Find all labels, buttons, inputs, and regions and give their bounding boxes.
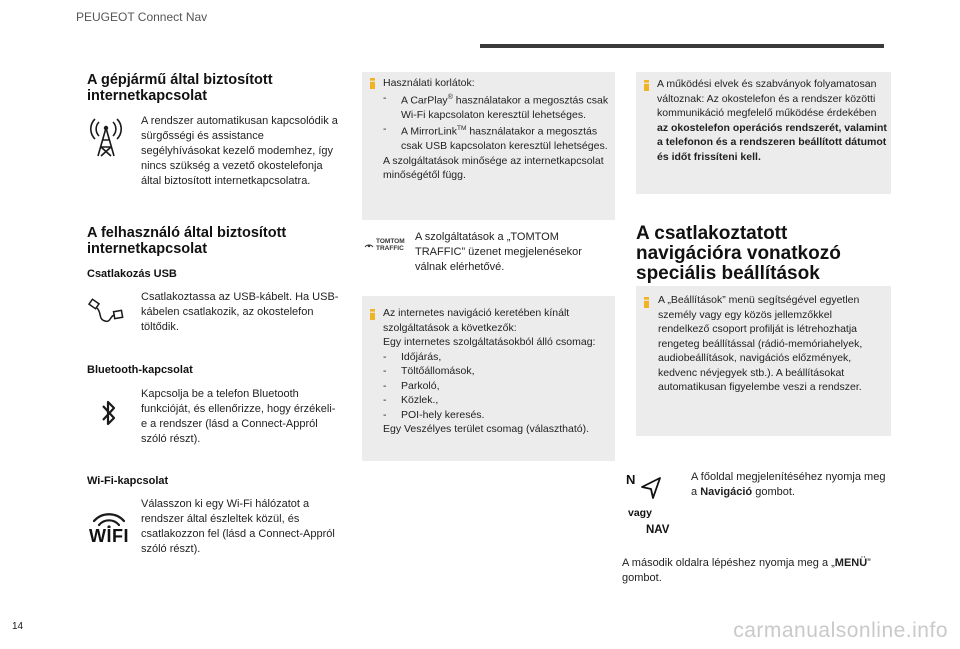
info-icon bbox=[369, 309, 376, 320]
list-item: Közlek., bbox=[401, 394, 439, 406]
info-icon bbox=[369, 78, 376, 89]
page-number: 14 bbox=[12, 621, 24, 632]
antenna-tower-icon bbox=[88, 116, 124, 158]
services-intro: Az internetes navigáció keretében kínált szolgáltatások a következők: bbox=[383, 307, 570, 334]
list-item: Időjárás, bbox=[401, 350, 442, 363]
os-update-text: A működési elvek és szabványok folyamatosan változnak: Az okostelefon és a rendszer közötti kommunikáció megfelelő működése érdekében az okostelefon operációs rendszerét, valamint a telefonon és a rendszeren beállított dátumot és időt frissíteni kell. bbox=[657, 78, 887, 163]
list-item: Parkoló, bbox=[401, 379, 440, 392]
header-title: PEUGEOT Connect Nav bbox=[76, 10, 208, 24]
services-package: Egy internetes szolgáltatásokból álló csomag: bbox=[383, 336, 596, 348]
mirrorlink-limit: A MirrorLink™ használatakor a megosztás csak USB kapcsolaton keresztül lehetséges. bbox=[401, 125, 608, 152]
section-title-vehicle-connection: A gépjármű által biztosított internetkapcsolat bbox=[87, 72, 273, 104]
settings-text: A „Beállítások” menü segítségével egyetlen személy vagy egy közös jellemzőkkel rendelkező csoport profilját is létrehozhatja rengeteg beállítással (rádió-memóriahelyek, audiobeállítások, navigációs előzmények, kedvenc névjegyek stb.). A beállításokat automatikusan figyelembe veszi a rendszer. bbox=[658, 294, 863, 393]
list-item: POI-hely keresés. bbox=[401, 408, 485, 421]
bluetooth-icon bbox=[100, 399, 118, 427]
usage-limits-box: Használati korlátok: - A CarPlay® használatakor a megosztás csak Wi-Fi kapcsolaton keresztül lehetséges. - A MirrorLink™ használatakor a megosztás csak USB kapcsolaton keresztül lehetséges. A szolgáltatások minősége az internetkapcsolat minőségétől függ. bbox=[362, 72, 615, 220]
header-divider bbox=[480, 44, 884, 48]
os-update-box bbox=[636, 72, 891, 194]
danger-zone-package: Egy Veszélyes terület csomag (választható). bbox=[383, 423, 590, 435]
navigation-buttons-icon bbox=[620, 472, 676, 538]
wifi-icon bbox=[88, 512, 130, 546]
menu-instruction-text: A második oldalra lépéshez nyomja meg a „MENÜ” gombot. bbox=[622, 557, 871, 584]
bluetooth-text: Kapcsolja be a telefon Bluetooth funkcióját, és ellenőrizze, hogy érzékeli-e a rendszer (lásd a Connect-Appról szóló részt). bbox=[141, 388, 336, 445]
settings-box bbox=[636, 286, 891, 436]
north-letter: N bbox=[626, 472, 636, 487]
carplay-limit: A CarPlay® használatakor a megosztás csak Wi-Fi kapcsolaton keresztül lehetséges. bbox=[401, 93, 609, 121]
bluetooth-heading: Bluetooth-kapcsolat bbox=[87, 364, 193, 376]
navigation-main-text: A főoldal megjelenítéséhez nyomja meg a Navigáció gombot. bbox=[691, 471, 886, 498]
info-icon bbox=[643, 297, 650, 308]
list-item: Töltőállomások, bbox=[401, 365, 475, 377]
section-title-user-connection: A felhasználó által biztosított internetkapcsolat bbox=[87, 225, 287, 257]
navigation-arrow-icon bbox=[640, 476, 664, 500]
info-icon bbox=[643, 80, 650, 91]
watermark: carmanualsonline.info bbox=[733, 619, 948, 642]
vehicle-connection-text: A rendszer automatikusan kapcsolódik a sürgősségi és assistance segélyhívásokat kezelő modemhez, így nincs szükség a vezető okostelefonja által biztosított internetkapcsolatra. bbox=[141, 115, 338, 187]
services-list: - Időjárás, - Töltőállomások, - Parkoló, - Közlek., - POI-hely keresés. bbox=[383, 350, 485, 421]
usb-text: Csatlakoztassa az USB-kábelt. Ha USB-kábelen csatlakozik, az okostelefon töltődik. bbox=[141, 291, 339, 333]
usage-limits-title: Használati korlátok: bbox=[383, 77, 475, 89]
tomtom-traffic-icon: TOMTOM TRAFFIC bbox=[364, 238, 408, 258]
wifi-heading: Wi-Fi-kapcsolat bbox=[87, 475, 169, 487]
tomtom-traffic-text: A szolgáltatások a „TOMTOM TRAFFIC” üzenet megjelenésekor válnak elérhetővé. bbox=[415, 231, 582, 273]
or-label: vagy bbox=[628, 507, 652, 519]
usb-heading: Csatlakozás USB bbox=[87, 268, 177, 280]
wifi-text: Válasszon ki egy Wi-Fi hálózatot a rendszer által észleltek közül, és csatlakozzon fel (lásd a Connect-Appról szóló részt). bbox=[141, 498, 335, 555]
connected-navigation-title: A csatlakoztatott navigációra vonatkozó speciális beállítások bbox=[636, 223, 841, 284]
internet-services-box bbox=[362, 296, 615, 461]
usb-cable-icon bbox=[88, 297, 124, 327]
wifi-icon-label: WIFI bbox=[89, 526, 129, 546]
service-quality-note: A szolgáltatások minősége az internetkapcsolat minőségétől függ. bbox=[383, 154, 604, 181]
nav-button-label: NAV bbox=[646, 524, 670, 536]
